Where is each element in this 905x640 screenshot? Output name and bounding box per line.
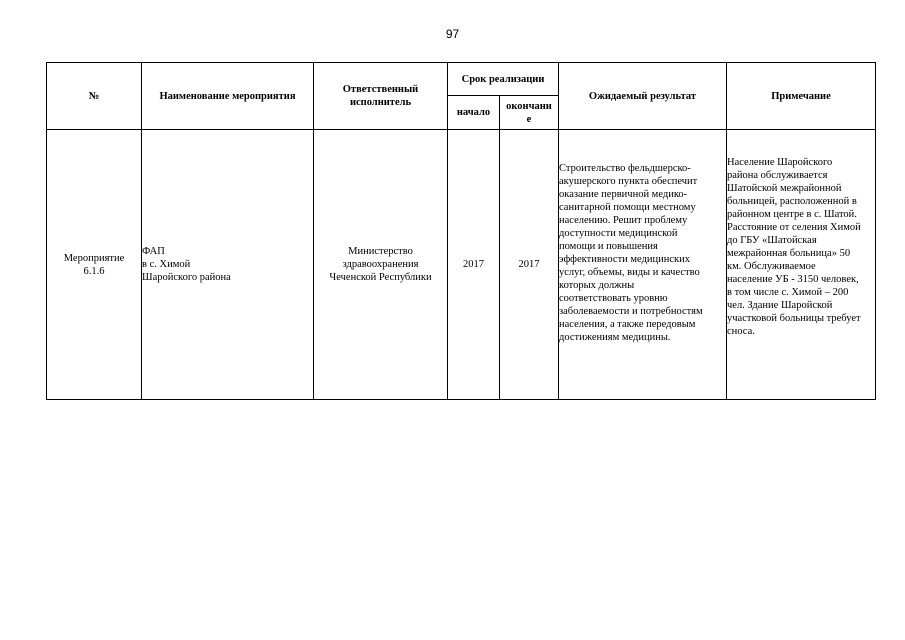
header-result: Ожидаемый результат [559, 63, 727, 130]
page-number: 97 [445, 27, 460, 41]
table-row [47, 130, 876, 400]
measures-table [46, 62, 876, 400]
header-end: окончани е [500, 96, 559, 130]
header-num: № [47, 63, 142, 130]
cell-result: Строительство фельдшерско- акушерского пункта обеспечит оказание первичной медико- санитарной помощи местному населению. Решит проблему доступности медицинской помощи и повышения эффективности медицинских услуг, объемы, виды и качество которых должны соответствовать уровню заболеваемости и потребностям населения, а также передовым достижениям медицины. [559, 130, 727, 400]
header-period: Срок реализации [448, 63, 559, 96]
cell-end: 2017 [500, 130, 559, 400]
header-name: Наименование мероприятия [142, 63, 314, 130]
cell-responsible: Министерство здравоохранения Чеченской Республики [314, 130, 448, 400]
cell-note: Население Шаройского района обслуживается Шатойской межрайонной больницей, расположенной в районном центре в с. Шатой. Расстояние от селения Химой до ГБУ «Шатойская межрайонная больница» 50 км. Обслуживаемое население УБ - 3150 человек, в том числе с. Химой – 200 чел. Здание Шаройской участковой больницы требует сноса. [727, 130, 876, 400]
cell-name: ФАП в с. Химой Шаройского района [142, 130, 314, 400]
header-responsible: Ответственный исполнитель [314, 63, 448, 130]
cell-num: Мероприятие 6.1.6 [47, 130, 142, 400]
cell-start: 2017 [448, 130, 500, 400]
header-start: начало [448, 96, 500, 130]
header-note: Примечание [727, 63, 876, 130]
header-row [47, 63, 876, 96]
